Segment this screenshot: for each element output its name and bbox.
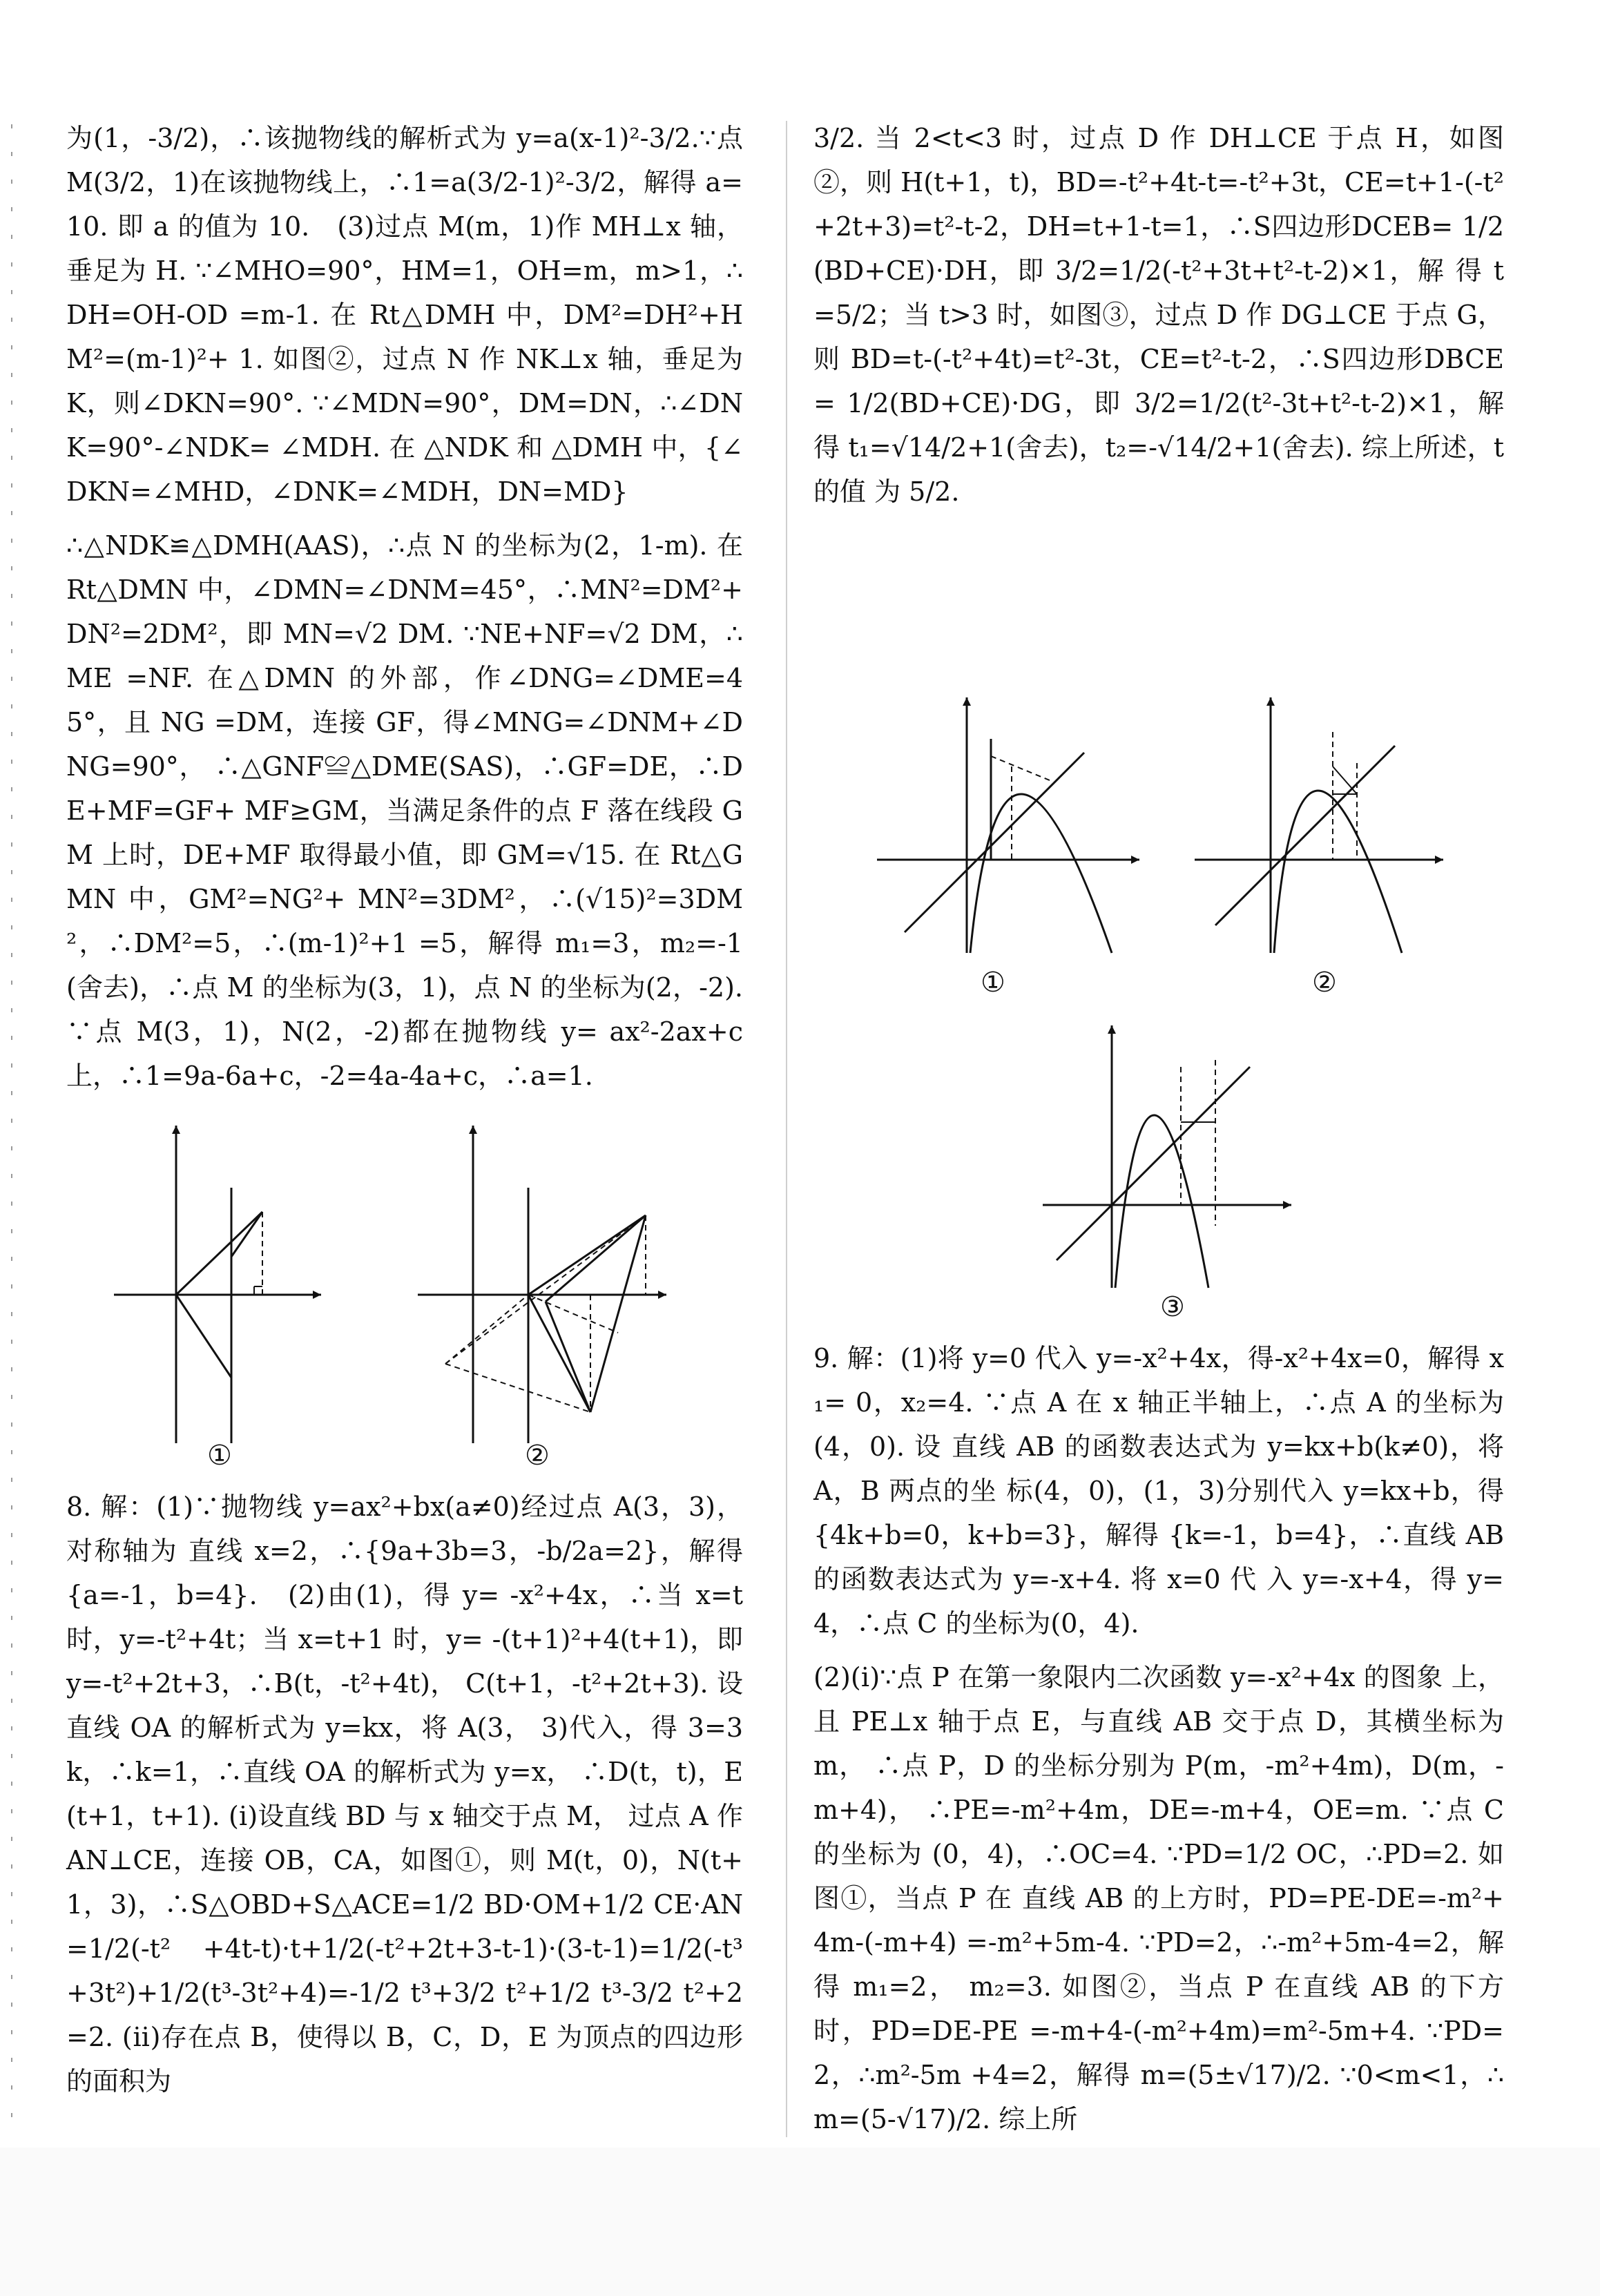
right-figure-2 xyxy=(1195,691,1457,967)
right-figure-3 xyxy=(1043,1019,1312,1295)
right-figure-1 xyxy=(877,691,1153,967)
right-column-lower xyxy=(813,1336,1504,2151)
right-figure-2-label: ② xyxy=(1312,967,1337,999)
left-paragraph-1: 为(1，-3/2)，∴该抛物线的解析式为 y=a(x-1)²-3/2.∵点 M(3/2，1)在该抛物线上，∴1=a(3/2-1)²-3/2，解得 a=10. 即 a 的值为 10. (3)过点 M(m，1)作 MH⊥x 轴，垂足为 H. ∵∠MHO=90°，HM=1，OH=m，m>1，∴DH=OH-OD =m-1. 在 Rt△DMH 中，DM²=DH²+HM²=(m-1)²+ 1. 如图②，过点 N 作 NK⊥x 轴，垂足为 K，则∠DKN=90°. ∵∠MDN=90°，DM=DN，∴∠DNK=90°-∠NDK= ∠MDH. 在 △NDK 和 △DMH 中，{∠DKN=∠MHD，∠DNK=∠MDH，DN=MD} xyxy=(66,123,743,507)
right-column xyxy=(813,116,1504,523)
question-9-part2: (2)(ⅰ)∵点 P 在第一象限内二次函数 y=-x²+4x 的图象 上，且 PE⊥x 轴于点 E，与直线 AB 交于点 D，其横坐标为 m， ∴点 P，D 的坐标分别为 P(m，-m²+4m)，D(m，-m+4)， ∴PE=-m²+4m，DE=-m+4，OE=m. ∵点 C 的坐标为 (0，4)，∴OC=4. ∵PD=1/2 OC，∴PD=2. 如图①，当点 P 在 直线 AB 的上方时，PD=PE-DE=-m²+4m-(-m+4) =-m²+5m-4. ∵PD=2，∴-m²+5m-4=2，解得 m₁=2， m₂=3. 如图②，当点 P 在直线 AB 的下方时，PD=DE-PE =-m+4-(-m²+4m)=m²-5m+4. ∵PD=2，∴m²-5m +4=2，解得 m=(5±√17)/2. ∵0<m<1，∴m=(5-√17)/2. 综上所 xyxy=(813,1662,1504,2134)
column-divider xyxy=(786,121,787,2137)
left-paragraph-2: ∴△NDK≌△DMH(AAS)，∴点 N 的坐标为(2，1-m). 在 Rt△DMN 中，∠DMN=∠DNM=45°，∴MN²=DM²+ DN²=2DM²，即 MN=√2 DM. ∵NE+NF=√2 DM，∴ME =NF. 在△DMN 的外部，作∠DNG=∠DME=45°，且 NG =DM，连接 GF，得∠MNG=∠DNM+∠DNG=90°， ∴△GNF≌△DME(SAS)，∴GF=DE，∴DE+MF=GF+ MF≥GM，当满足条件的点 F 落在线段 GM 上时，DE+MF 取得最小值，即 GM=√15. 在 Rt△GMN 中，GM²=NG²+ MN²=3DM²，∴(√15)²=3DM²，∴DM²=5，∴(m-1)²+1 =5，解得 m₁=3，m₂=-1(舍去)，∴点 M 的坐标为(3，1)，点 N 的坐标为(2，-2). ∵点 M(3，1)，N(2，-2)都在抛物线 y= ax²-2ax+c 上，∴1=9a-6a+c，-2=4a-4a+c，∴a=1. xyxy=(66,530,743,1091)
right-paragraph-1: 3/2. 当 2<t<3 时，过点 D 作 DH⊥CE 于点 H，如图②，则 H(t+1，t)，BD=-t²+4t-t=-t²+3t，CE=t+1-(-t² +2t+3)=t²-t-2，DH=t+1-t=1，∴S四边形DCEB= 1/2(BD+CE)·DH，即 3/2=1/2(-t²+3t+t²-t-2)×1，解 得 t=5/2；当 t>3 时，如图③，过点 D 作 DG⊥CE 于点 G，则 BD=t-(-t²+4t)=t²-3t，CE=t²-t-2，∴S四边形DBCE= 1/2(BD+CE)·DG，即 3/2=1/2(t²-3t+t²-t-2)×1，解得 t₁=√14/2+1(舍去)，t₂=-√14/2+1(舍去). 综上所述，t 的值 为 5/2. xyxy=(813,123,1504,507)
right-figure-1-label: ① xyxy=(981,967,1005,999)
left-figure-1-label: ① xyxy=(207,1440,232,1472)
left-figure-2 xyxy=(418,1119,680,1450)
question-9-part1: 9. 解：(1)将 y=0 代入 y=-x²+4x，得-x²+4x=0，解得 x₁= 0，x₂=4. ∵点 A 在 x 轴正半轴上，∴点 A 的坐标为(4，0). 设 直线 AB 的函数表达式为 y=kx+b(k≠0)，将 A，B 两点的坐 标(4，0)，(1，3)分别代入 y=kx+b，得{4k+b=0，k+b=3}，解得 {k=-1，b=4}，∴直线 AB 的函数表达式为 y=-x+4. 将 x=0 代 入 y=-x+4，得 y=4，∴点 C 的坐标为(0，4). xyxy=(813,1343,1504,1639)
question-8-solution: 8. 解：(1)∵抛物线 y=ax²+bx(a≠0)经过点 A(3，3)，对称轴为 直线 x=2，∴{9a+3b=3，-b/2a=2}，解得{a=-1，b=4}. (2)由(1)，得 y= -x²+4x，∴当 x=t 时，y=-t²+4t；当 x=t+1 时，y= -(t+1)²+4(t+1)，即 y=-t²+2t+3，∴B(t，-t²+4t)， C(t+1，-t²+2t+3). 设直线 OA 的解析式为 y=kx，将 A(3， 3)代入，得 3=3k，∴k=1，∴直线 OA 的解析式为 y=x， ∴D(t，t)，E(t+1，t+1). (ⅰ)设直线 BD 与 x 轴交于点 M， 过点 A 作 AN⊥CE，连接 OB，CA，如图①，则 M(t，0)，N(t+ 1，3)，∴S△OBD+S△ACE=1/2 BD·OM+1/2 CE·AN=1/2(-t² +4t-t)·t+1/2(-t²+2t+3-t-1)·(3-t-1)=1/2(-t³ +3t²)+1/2(t³-3t²+4)=-1/2 t³+3/2 t²+1/2 t³-3/2 t²+2=2. (ⅱ)存在点 B，使得以 B，C，D，E 为顶点的四边形的面积为 xyxy=(66,1492,743,2096)
binding-edge-marks xyxy=(11,124,12,2127)
left-column-lower xyxy=(66,1485,743,2113)
right-figure-3-label: ③ xyxy=(1160,1291,1185,1323)
left-figure-2-label: ② xyxy=(525,1440,550,1472)
left-column xyxy=(66,116,743,1108)
left-figure-1 xyxy=(114,1119,342,1450)
page-bottom-margin xyxy=(0,2148,1600,2296)
